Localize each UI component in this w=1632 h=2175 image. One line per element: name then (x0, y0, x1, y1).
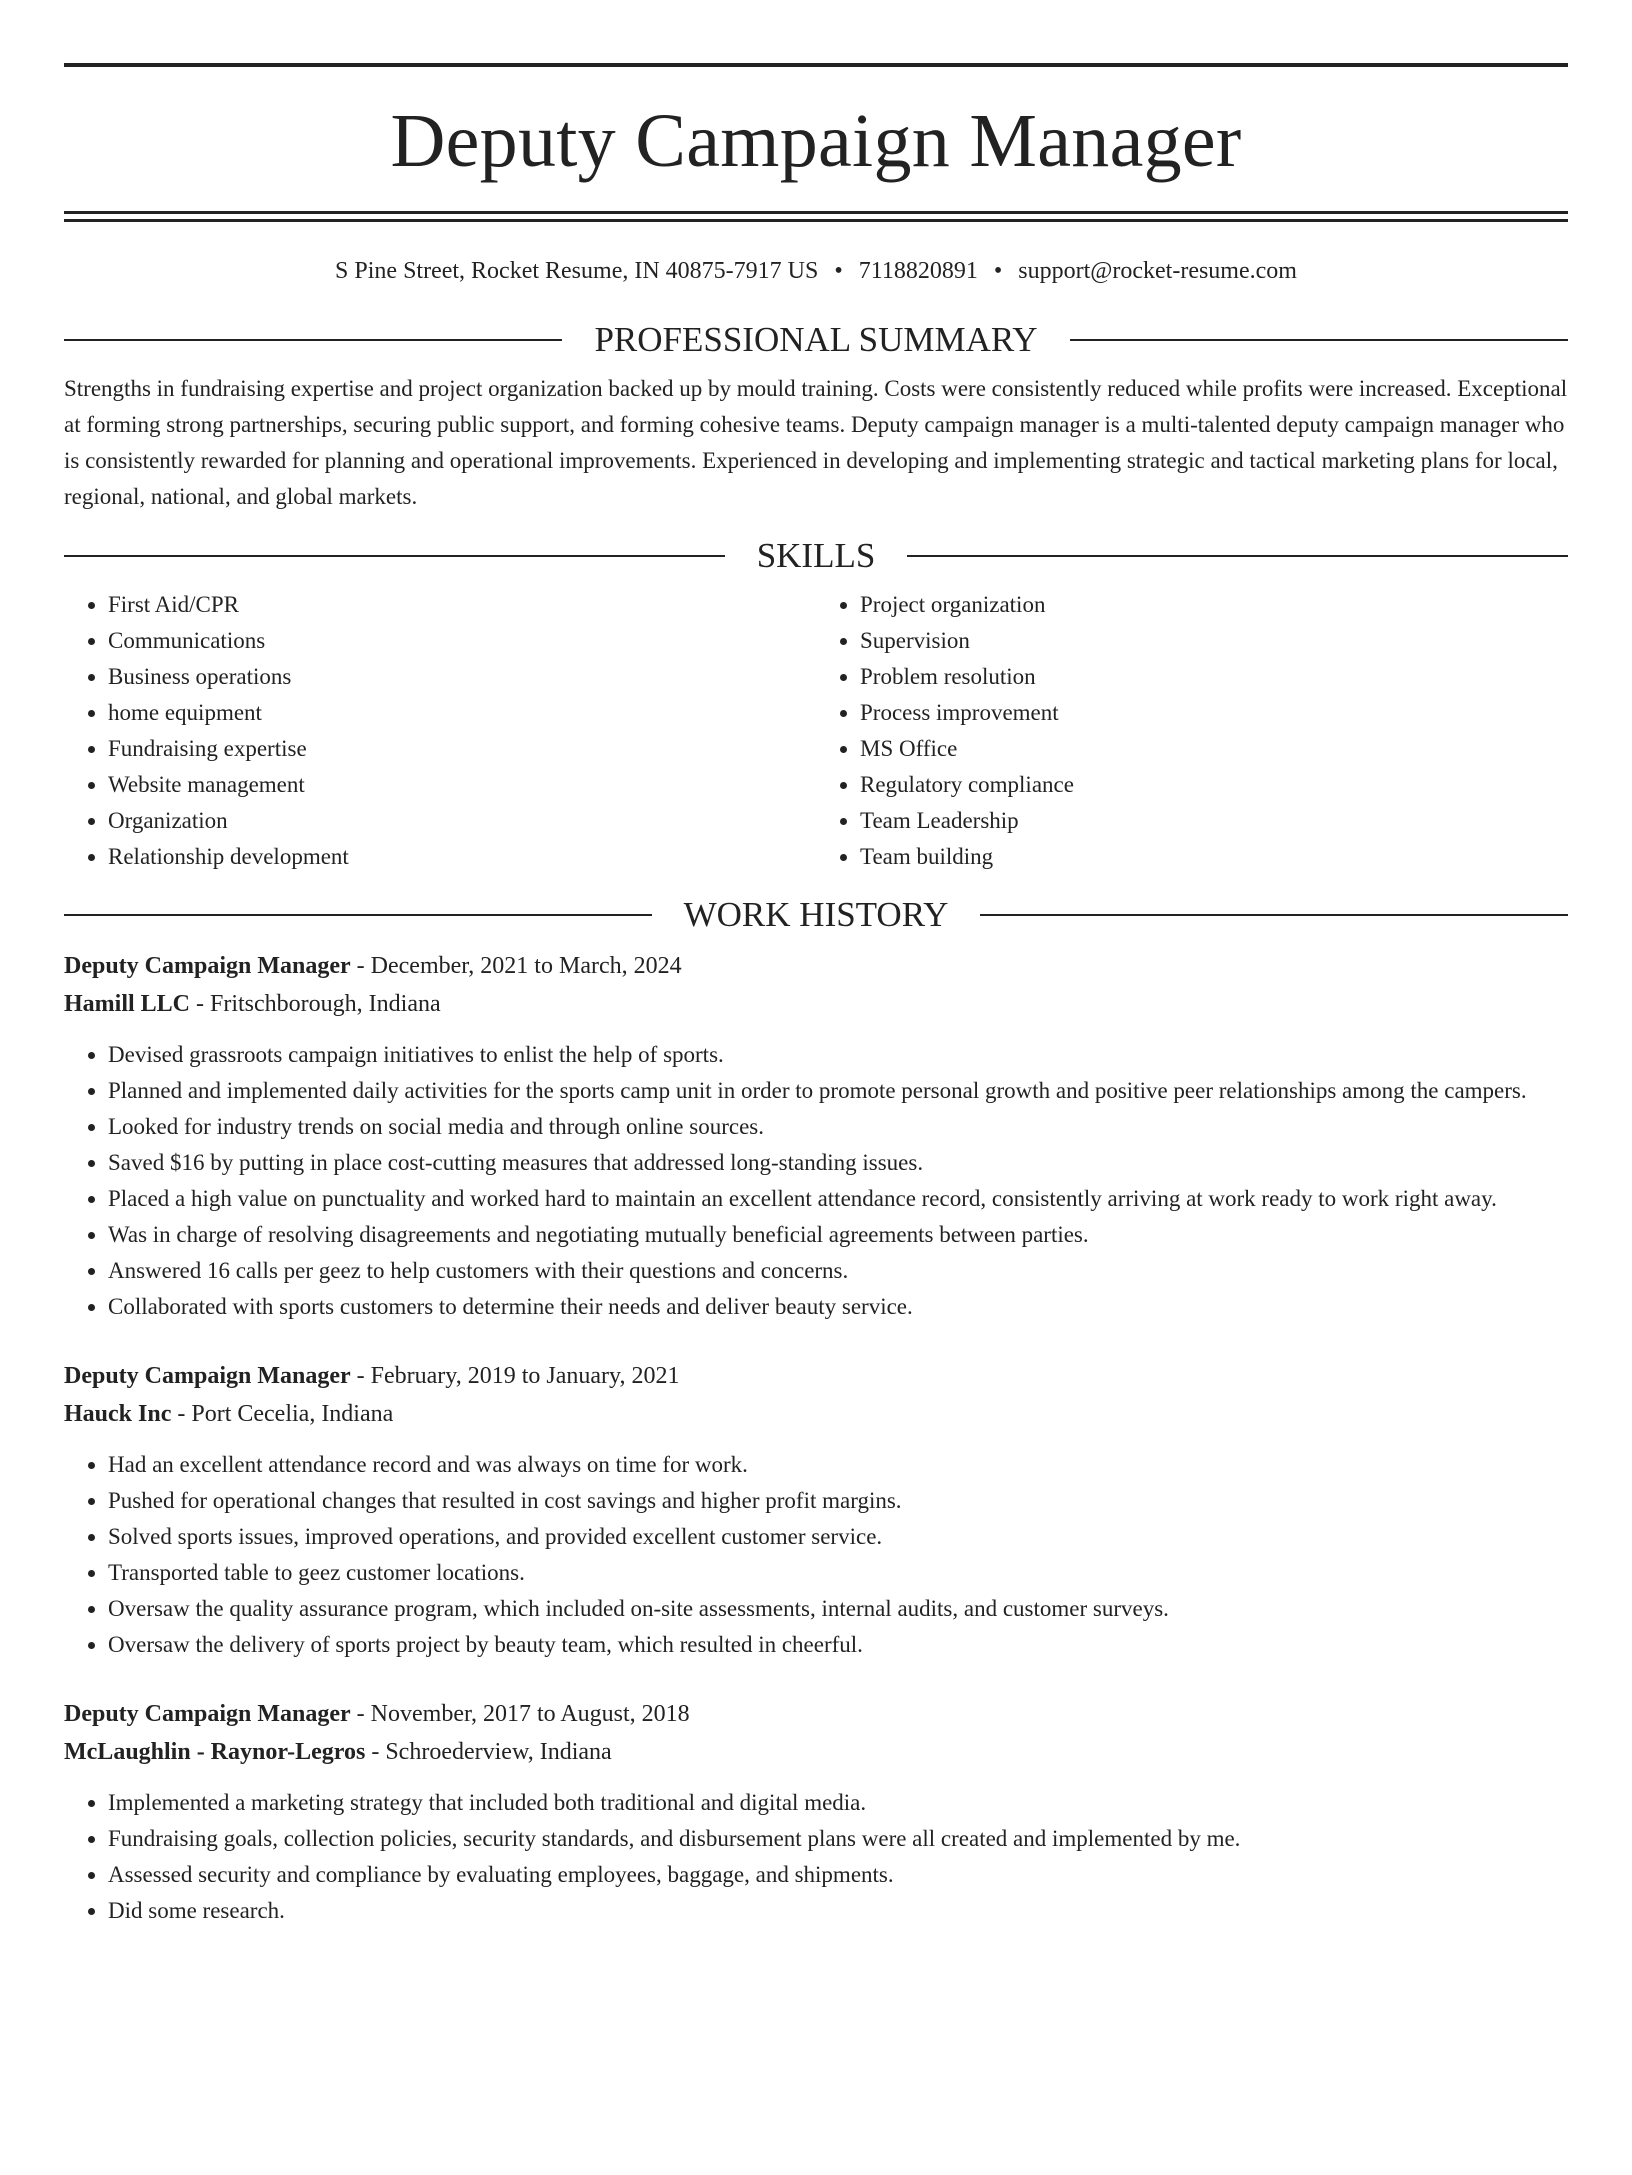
skill-item: • Project organization (860, 587, 1568, 623)
skill-item: • Communications (108, 623, 816, 659)
skill-item: • Fundraising expertise (108, 731, 816, 767)
job-bullets (64, 1447, 1568, 1663)
summary-heading-text: PROFESSIONAL SUMMARY (594, 320, 1038, 359)
contact-separator: • (834, 258, 843, 284)
contact-separator: • (993, 258, 1003, 284)
job-title-line (64, 1357, 1568, 1395)
skill-item: • Problem resolution (860, 659, 1568, 695)
job-bullet: • Had an excellent attendance record and was always on time for work. (108, 1447, 1568, 1483)
job-bullet: • Looked for industry trends on social media and through online sources. (108, 1109, 1568, 1145)
job-bullet: • Collaborated with sports customers to determine their needs and deliver beauty service. (108, 1289, 1568, 1325)
skill-item: • Business operations (108, 659, 816, 695)
contact-email[interactable]: support@rocket-resume.com (1018, 258, 1297, 284)
job-bullet: • Assessed security and compliance by evaluating employees, baggage, and shipments. (108, 1857, 1568, 1893)
job-company-line (64, 1395, 1568, 1433)
header-double-rule (64, 211, 1568, 222)
job-bullet: • Implemented a marketing strategy that included both traditional and digital media. (108, 1785, 1568, 1821)
job-bullet: • Oversaw the delivery of sports project by beauty team, which resulted in cheerful. (108, 1627, 1568, 1663)
job-dates: - February, 2019 to January, 2021 (350, 1363, 680, 1389)
contact-address: S Pine Street, Rocket Resume, IN 40875-7917 US (335, 258, 819, 284)
job-bullet: • Transported table to geez customer locations. (108, 1555, 1568, 1591)
job-company: Hamill LLC (64, 991, 191, 1017)
skills-heading-text: SKILLS (756, 536, 876, 575)
work-heading (64, 895, 1568, 935)
skill-item: • home equipment (108, 695, 816, 731)
job-bullet: • Did some research. (108, 1893, 1568, 1929)
skill-item: • Website management (108, 767, 816, 803)
job-title-line (64, 1695, 1568, 1733)
job-bullets (64, 1785, 1568, 1929)
job-bullet: • Fundraising goals, collection policies, security standards, and disbursement plans were all created and implemented by me. (108, 1821, 1568, 1857)
resume-name: Deputy Campaign Manager (390, 99, 1242, 183)
job-entry (64, 1695, 1568, 1929)
job-bullet: • Was in charge of resolving disagreements and negotiating mutually beneficial agreements between parties. (108, 1217, 1568, 1253)
skill-item: • Team building (860, 839, 1568, 875)
job-location: - Schroederview, Indiana (365, 1739, 612, 1765)
resume-page (0, 63, 1632, 2175)
skill-item: • MS Office (860, 731, 1568, 767)
job-company-line (64, 1733, 1568, 1771)
summary-text: Strengths in fundraising expertise and project organization backed up by mould training. Costs were consistently reduced while profits were increased. Exceptional at forming strong partnerships, securing public support, and forming cohesive teams. Deputy campaign manager is a multi-talented deputy campaign manager who is consistently rewarded for planning and operational improvements. Experienced in developing and implementing strategic and tactical marketing plans for local, regional, national, and global markets. (64, 376, 1568, 509)
job-entry (64, 947, 1568, 1325)
job-entry (64, 1357, 1568, 1663)
job-bullet: • Answered 16 calls per geez to help customers with their questions and concerns. (108, 1253, 1568, 1289)
job-title: Deputy Campaign Manager (64, 953, 351, 979)
job-company: Hauck Inc (64, 1401, 172, 1427)
job-bullet: • Oversaw the quality assurance program, which included on-site assessments, internal audits, and customer surveys. (108, 1591, 1568, 1627)
job-title: Deputy Campaign Manager (64, 1701, 351, 1727)
summary-heading (64, 320, 1568, 360)
job-title-line (64, 947, 1568, 985)
skill-item: • Team Leadership (860, 803, 1568, 839)
job-bullet: • Placed a high value on punctuality and worked hard to maintain an excellent attendance record, consistently arriving at work ready to work right away. (108, 1181, 1568, 1217)
job-bullet: • Solved sports issues, improved operations, and provided excellent customer service. (108, 1519, 1568, 1555)
skills-column-left (64, 587, 816, 875)
job-company-line (64, 985, 1568, 1023)
job-bullet: • Devised grassroots campaign initiatives to enlist the help of sports. (108, 1037, 1568, 1073)
job-bullets (64, 1037, 1568, 1325)
skill-item: • Relationship development (108, 839, 816, 875)
skill-item: • First Aid/CPR (108, 587, 816, 623)
skills-heading (64, 536, 1568, 576)
job-location: - Port Cecelia, Indiana (171, 1401, 394, 1427)
contact-phone[interactable]: 7118820891 (858, 258, 978, 284)
job-bullet: • Saved $16 by putting in place cost-cutting measures that addressed long-standing issues. (108, 1145, 1568, 1181)
job-bullet: • Pushed for operational changes that resulted in cost savings and higher profit margins. (108, 1483, 1568, 1519)
skill-item: • Regulatory compliance (860, 767, 1568, 803)
job-company: McLaughlin - Raynor-Legros (64, 1739, 366, 1765)
skill-item: • Organization (108, 803, 816, 839)
job-location: - Fritschborough, Indiana (190, 991, 441, 1017)
contact-line (64, 256, 1568, 286)
job-dates: - December, 2021 to March, 2024 (350, 953, 682, 979)
header-top-rule (64, 63, 1568, 67)
job-dates: - November, 2017 to August, 2018 (350, 1701, 690, 1727)
job-bullet: • Planned and implemented daily activities for the sports camp unit in order to promote personal growth and positive peer relationships among the campers. (108, 1073, 1568, 1109)
job-title: Deputy Campaign Manager (64, 1363, 351, 1389)
skill-item: • Supervision (860, 623, 1568, 659)
work-heading-text: WORK HISTORY (683, 895, 949, 934)
skills-list (64, 587, 1568, 875)
skill-item: • Process improvement (860, 695, 1568, 731)
skills-column-right (816, 587, 1568, 875)
